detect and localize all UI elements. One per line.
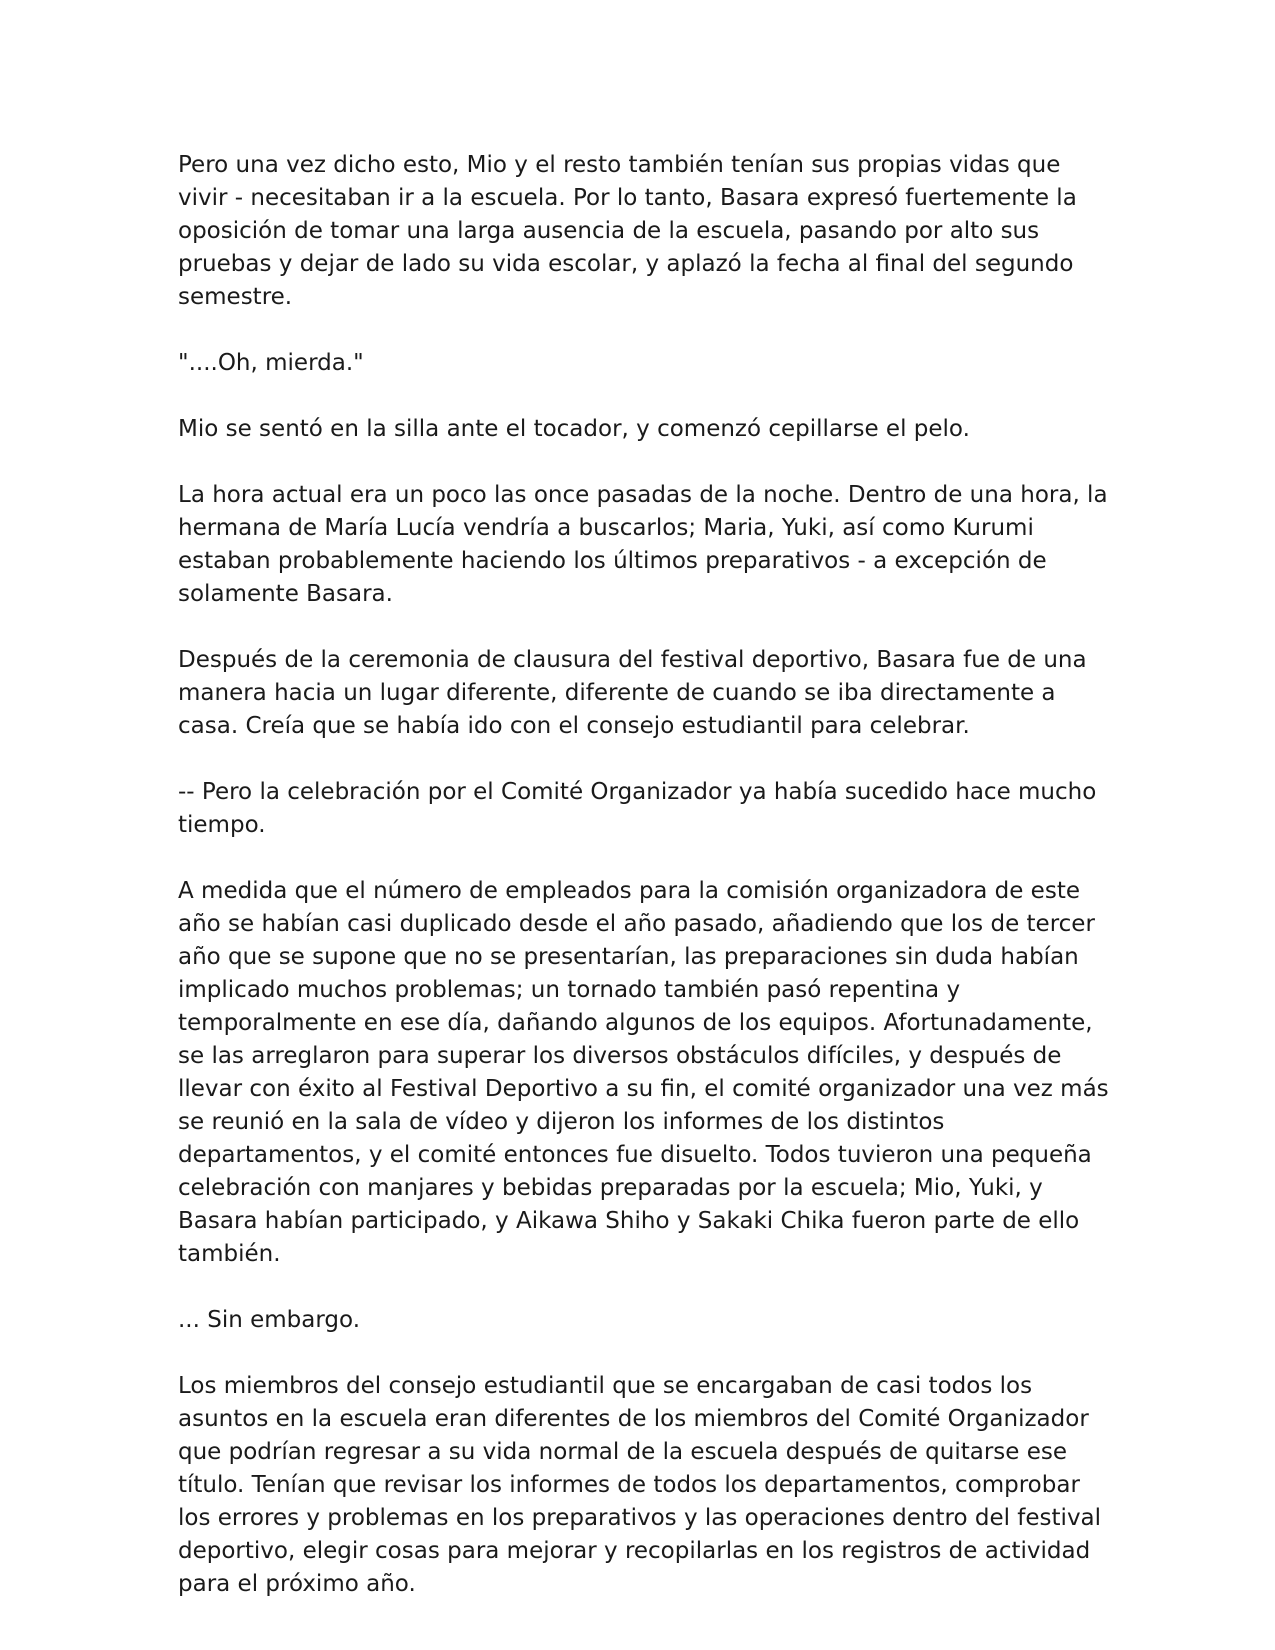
document-page xyxy=(178,149,1113,1601)
paragraph-1: Pero una vez dicho esto, Mio y el resto también tenían sus propias vidas que vivir - necesitaban ir a la escuela. Por lo tanto, Basara expresó fuertemente la oposición de tomar una larga ausencia de la escuela, pasando por alto sus pruebas y dejar de lado su vida escolar, y aplazó la fecha al final del segundo semestre. xyxy=(178,152,1077,310)
paragraph-2: "....Oh, mierda." xyxy=(178,350,364,376)
paragraph-9: Los miembros del consejo estudiantil que se encargaban de casi todos los asuntos en la escuela eran diferentes de los miembros del Comité Organizador que podrían regresar a su vida normal de la escuela después de quitarse ese título. Tenían que revisar los informes de todos los departamentos, comprobar los errores y problemas en los preparativos y las operaciones dentro del festival deportivo, elegir cosas para mejorar y recopilarlas en los registros de actividad para el próximo año. xyxy=(178,1373,1102,1597)
paragraph-5: Después de la ceremonia de clausura del festival deportivo, Basara fue de una manera hacia un lugar diferente, diferente de cuando se iba directamente a casa. Creía que se había ido con el consejo estudiantil para celebrar. xyxy=(178,647,1087,739)
paragraph-7: A medida que el número de empleados para la comisión organizadora de este año se habían casi duplicado desde el año pasado, añadiendo que los de tercer año que se supone que no se presentarían, las preparaciones sin duda habían implicado muchos problemas; un tornado también pasó repentina y temporalmente en ese día, dañando algunos de los equipos. Afortunadamente, se las arreglaron para superar los diversos obstáculos difíciles, y después de llevar con éxito al Festival Deportivo a su fin, el comité organizador una vez más se reunió en la sala de vídeo y dijeron los informes de los distintos departamentos, y el comité entonces fue disuelto. Todos tuvieron una pequeña celebración con manjares y bebidas preparadas por la escuela; Mio, Yuki, y Basara habían participado, y Aikawa Shiho y Sakaki Chika fueron parte de ello también. xyxy=(178,878,1109,1267)
paragraph-4: La hora actual era un poco las once pasadas de la noche. Dentro de una hora, la hermana de María Lucía vendría a buscarlos; Maria, Yuki, así como Kurumi estaban probablemente haciendo los últimos preparativos - a excepción de solamente Basara. xyxy=(178,482,1108,607)
paragraph-6: -- Pero la celebración por el Comité Organizador ya había sucedido hace mucho tiempo. xyxy=(178,779,1097,838)
paragraph-8: ... Sin embargo. xyxy=(178,1307,361,1333)
paragraph-3: Mio se sentó en la silla ante el tocador, y comenzó cepillarse el pelo. xyxy=(178,416,970,442)
